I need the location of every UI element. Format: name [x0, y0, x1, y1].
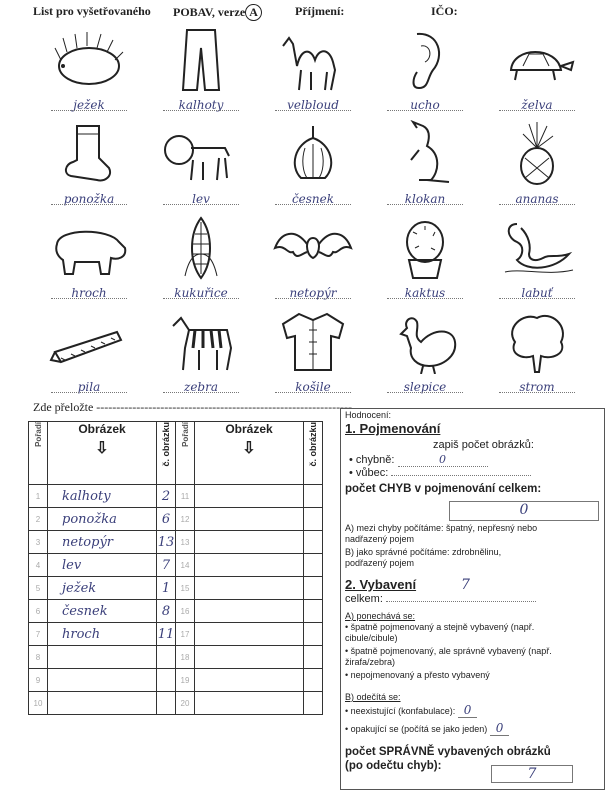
poradi-cell-2: 18	[176, 646, 195, 669]
picture-label: kukuřice	[174, 286, 228, 300]
picture-name-cell[interactable]: lev	[48, 554, 157, 577]
swan-icon	[495, 214, 579, 280]
picture-name-cell[interactable]	[48, 646, 157, 669]
none-row: • vůbec:	[349, 467, 531, 479]
wrong-value: 0	[398, 453, 488, 467]
picture-number-cell[interactable]: 11	[157, 623, 176, 646]
poradi-cell: 2	[29, 508, 48, 531]
subtract-value: 0	[490, 721, 510, 736]
picture-name-cell-2[interactable]	[195, 600, 304, 623]
fold-line: Zde přeložte ----------------------------------------------------------------	[33, 400, 353, 414]
subtract-item: • opakující se (počítá se jako jeden) 0	[345, 721, 595, 735]
poradi-cell-2: 13	[176, 531, 195, 554]
subtract-title: B) odečítá se:	[345, 692, 401, 702]
lion-icon	[159, 120, 243, 186]
ear-icon	[383, 26, 467, 92]
picture-cell	[369, 24, 481, 120]
picture-name-cell[interactable]	[48, 669, 157, 692]
recall-table	[28, 421, 323, 715]
picture-label: klokan	[404, 192, 446, 206]
poradi-cell: 9	[29, 669, 48, 692]
picture-cell	[145, 24, 257, 120]
table-row	[29, 623, 323, 646]
picture-name-cell-2[interactable]	[195, 508, 304, 531]
table-row	[29, 600, 323, 623]
table-row	[29, 577, 323, 600]
table-row	[29, 508, 323, 531]
table-row	[29, 531, 323, 554]
poradi-cell: 1	[29, 485, 48, 508]
picture-number-cell-2[interactable]	[304, 669, 323, 692]
note-b: B) jako správné počítáme: zdrobnělinu, podřazený pojem	[345, 547, 502, 568]
picture-number-cell[interactable]	[157, 669, 176, 692]
picture-label: ponožka	[63, 192, 115, 206]
picture-number-cell[interactable]: 1	[157, 577, 176, 600]
camel-icon	[271, 26, 355, 92]
table-row	[29, 646, 323, 669]
poradi-cell: 8	[29, 646, 48, 669]
corn-icon	[159, 214, 243, 280]
picture-cell	[369, 118, 481, 214]
poradi-cell-2: 11	[176, 485, 195, 508]
picture-number-cell-2[interactable]	[304, 485, 323, 508]
picture-number-cell-2[interactable]	[304, 508, 323, 531]
down-arrow-icon: ⇩	[242, 440, 256, 457]
poradi-header: Pořadí	[29, 422, 48, 485]
picture-label: velbloud	[287, 98, 339, 112]
right-picture-header: Obrázek ⇩	[195, 422, 304, 485]
garlic-icon	[271, 120, 355, 186]
picture-name-cell[interactable]: ponožka	[48, 508, 157, 531]
picture-label: košile	[295, 380, 331, 394]
section-recall-title: 2. Vybavení	[345, 577, 417, 592]
sheet-label: List pro vyšetřovaného	[33, 4, 151, 18]
total-row: celkem:	[345, 593, 536, 605]
picture-number-cell-2[interactable]	[304, 577, 323, 600]
poradi-cell: 4	[29, 554, 48, 577]
picture-cell	[33, 24, 145, 120]
table-row	[29, 554, 323, 577]
picture-number-cell[interactable]: 2	[157, 485, 176, 508]
picture-cell	[257, 24, 369, 120]
count-hint: zapiš počet obrázků:	[433, 439, 534, 451]
turtle-icon	[495, 26, 579, 92]
picture-label: strom	[519, 380, 555, 394]
picture-cell	[145, 306, 257, 402]
poradi-cell: 10	[29, 692, 48, 715]
keep-list	[345, 622, 575, 683]
picture-cell	[257, 306, 369, 402]
picture-label: zebra	[184, 380, 218, 394]
picture-name-cell-2[interactable]	[195, 623, 304, 646]
number-col-header-2: č. obrázku	[304, 422, 323, 485]
picture-name-cell[interactable]: ježek	[48, 577, 157, 600]
poradi-cell: 6	[29, 600, 48, 623]
picture-name-cell-2[interactable]	[195, 669, 304, 692]
picture-number-cell-2[interactable]	[304, 600, 323, 623]
total-errors-label: počet CHYB v pojmenování celkem:	[345, 483, 542, 495]
picture-number-cell[interactable]: 8	[157, 600, 176, 623]
picture-name-cell-2[interactable]	[195, 692, 304, 715]
picture-label: lev	[192, 192, 210, 206]
kangaroo-icon	[383, 120, 467, 186]
picture-cell	[145, 118, 257, 214]
pineapple-icon	[495, 120, 579, 186]
poradi-cell-2: 20	[176, 692, 195, 715]
picture-number-cell[interactable]: 13	[157, 531, 176, 554]
picture-number-cell[interactable]	[157, 692, 176, 715]
picture-label: želva	[521, 98, 553, 112]
surname-label: Příjmení:	[295, 4, 345, 18]
picture-name-cell-2[interactable]	[195, 485, 304, 508]
hippo-icon	[47, 214, 131, 280]
picture-cell	[33, 212, 145, 308]
poradi-cell-2: 17	[176, 623, 195, 646]
scoring-box	[340, 408, 605, 790]
picture-number-cell-2[interactable]	[304, 692, 323, 715]
picture-label: ucho	[410, 98, 440, 112]
picture-name-cell-2[interactable]	[195, 646, 304, 669]
picture-cell	[481, 306, 593, 402]
picture-name-cell[interactable]: česnek	[48, 600, 157, 623]
picture-name-cell-2[interactable]	[195, 577, 304, 600]
table-row	[29, 669, 323, 692]
picture-label: ananas	[515, 192, 559, 206]
picture-cell	[257, 212, 369, 308]
poradi-cell-2: 16	[176, 600, 195, 623]
picture-cell	[481, 118, 593, 214]
picture-cell	[481, 24, 593, 120]
picture-name-cell[interactable]: hroch	[48, 623, 157, 646]
keep-title: A) ponechává se:	[345, 611, 416, 621]
picture-number-cell-2[interactable]	[304, 646, 323, 669]
hedgehog-icon	[47, 26, 131, 92]
saw-icon	[47, 308, 131, 374]
test-label: POBAV, verze A	[173, 4, 262, 21]
note-a: A) mezi chyby počítáme: špatný, nepřesný nebo nadřazený pojem	[345, 523, 538, 544]
picture-number-cell-2[interactable]	[304, 623, 323, 646]
picture-label: labuť	[521, 286, 553, 300]
keep-item: • špatně pojmenovaný, ale správně vybavený (např. žirafa/zebra)	[345, 646, 552, 667]
keep-item: • špatně pojmenovaný a stejně vybavený (např. cibule/cibule)	[345, 622, 535, 643]
picture-number-cell-2[interactable]	[304, 554, 323, 577]
poradi-cell: 7	[29, 623, 48, 646]
picture-cell	[369, 306, 481, 402]
picture-cell	[257, 118, 369, 214]
keep-item: • nepojmenovaný a přesto vybavený	[345, 670, 490, 680]
picture-cell	[145, 212, 257, 308]
scoring-title: Hodnocení:	[345, 410, 392, 420]
picture-label: ježek	[73, 98, 105, 112]
picture-number-cell[interactable]: 6	[157, 508, 176, 531]
tree-icon	[495, 308, 579, 374]
correct-value-box: 7	[491, 765, 573, 783]
none-value	[391, 475, 531, 476]
table-row	[29, 692, 323, 715]
recall-total-value: 7	[461, 577, 470, 593]
version-circle: A	[245, 4, 262, 21]
picture-name-cell-2[interactable]	[195, 531, 304, 554]
trousers-icon	[159, 26, 243, 92]
shirt-icon	[271, 308, 355, 374]
subtract-list	[345, 703, 595, 739]
picture-label: kalhoty	[178, 98, 224, 112]
picture-label: slepice	[403, 380, 447, 394]
wrong-row: • chybně: 0	[349, 453, 488, 467]
picture-name-cell[interactable]	[48, 692, 157, 715]
bat-icon	[271, 214, 355, 280]
page-header	[33, 4, 593, 22]
left-picture-header: Obrázek ⇩	[48, 422, 157, 485]
poradi-cell-2: 15	[176, 577, 195, 600]
section-naming-title: 1. Pojmenování	[345, 421, 441, 436]
subtract-value: 0	[458, 703, 478, 718]
picture-cell	[33, 118, 145, 214]
picture-name-cell-2[interactable]	[195, 554, 304, 577]
correct-label: počet SPRÁVNĚ vybavených obrázků (po odečtu chyb):	[345, 746, 551, 772]
poradi-cell-2: 19	[176, 669, 195, 692]
cactus-icon	[383, 214, 467, 280]
ico-label: IČO:	[431, 4, 458, 18]
poradi-cell: 3	[29, 531, 48, 554]
picture-label: netopýr	[289, 286, 337, 300]
picture-number-cell[interactable]: 7	[157, 554, 176, 577]
number-col-header: č. obrázku	[157, 422, 176, 485]
picture-name-cell[interactable]: kalhoty	[48, 485, 157, 508]
subtract-item: • neexistující (konfabulace): 0	[345, 703, 595, 717]
poradi-cell-2: 14	[176, 554, 195, 577]
picture-number-cell-2[interactable]	[304, 531, 323, 554]
total-errors-box: 0	[449, 501, 599, 521]
picture-label: pila	[77, 380, 101, 394]
picture-cell	[481, 212, 593, 308]
poradi-cell: 5	[29, 577, 48, 600]
picture-cell	[369, 212, 481, 308]
picture-label: česnek	[291, 192, 335, 206]
picture-label: kaktus	[404, 286, 446, 300]
picture-cell	[33, 306, 145, 402]
table-row	[29, 485, 323, 508]
poradi-cell-2: 12	[176, 508, 195, 531]
poradi-header-2: Pořadí	[176, 422, 195, 485]
picture-number-cell[interactable]	[157, 646, 176, 669]
hen-icon	[383, 308, 467, 374]
sock-icon	[47, 120, 131, 186]
down-arrow-icon: ⇩	[95, 440, 109, 457]
zebra-icon	[159, 308, 243, 374]
picture-name-cell[interactable]: netopýr	[48, 531, 157, 554]
picture-label: hroch	[71, 286, 107, 300]
